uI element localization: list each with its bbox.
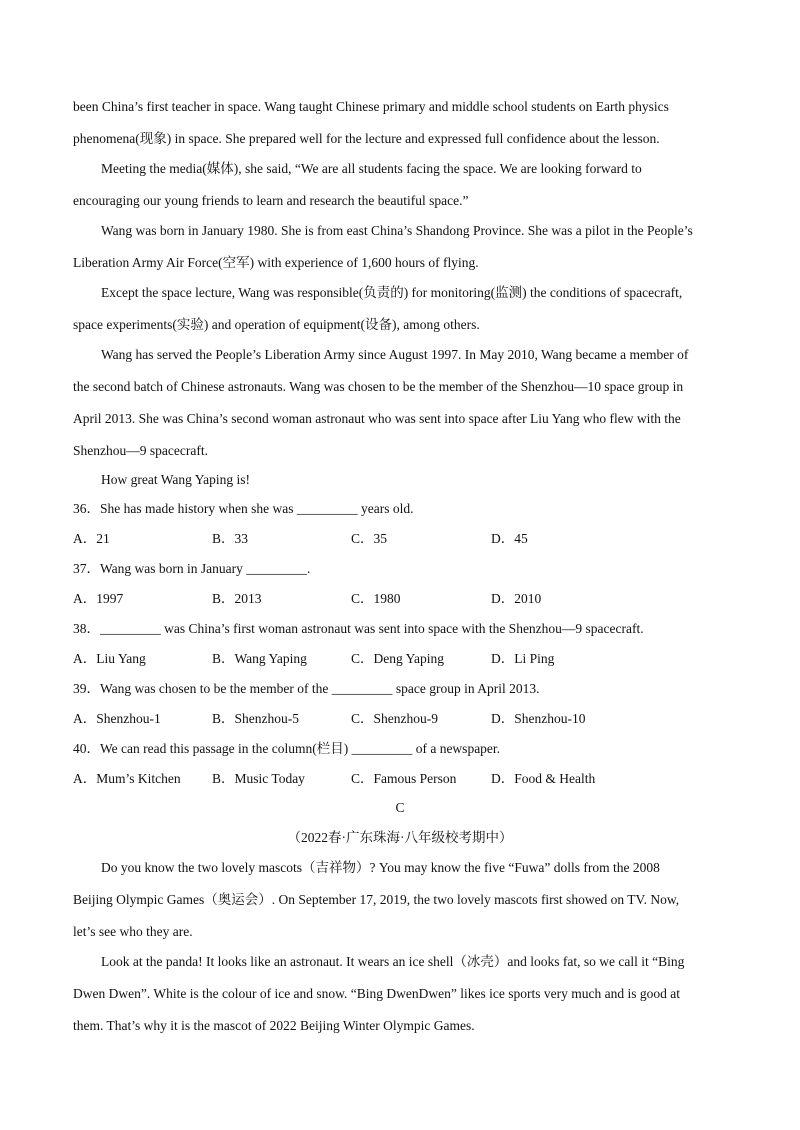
- passage-line: them. That’s why it is the mascot of 2022 Beijing Winter Olympic Games.: [73, 1018, 475, 1033]
- passage-line: the second batch of Chinese astronauts. Wang was chosen to be the member of the Shenzhou—10 space group in: [73, 379, 684, 394]
- answer-option: A．21: [73, 531, 110, 546]
- passage-line: Meeting the media(媒体), she said, “We are all students facing the space. We are looking forward to: [101, 161, 642, 176]
- question-stem: 36．She has made history when she was _________ years old.: [73, 501, 414, 516]
- answer-option: A．Shenzhou-1: [73, 711, 161, 726]
- answer-option: B．Music Today: [212, 771, 305, 786]
- passage-line: space experiments(实验) and operation of equipment(设备), among others.: [73, 317, 480, 332]
- answer-option: D．Shenzhou-10: [491, 711, 586, 726]
- answer-option: D．Food & Health: [491, 771, 596, 786]
- answer-option: C．1980: [351, 591, 401, 606]
- section-letter: C: [395, 800, 405, 815]
- passage-line: Liberation Army Air Force(空军) with experience of 1,600 hours of flying.: [73, 255, 479, 270]
- passage-line: How great Wang Yaping is!: [101, 472, 251, 487]
- answer-option: A．Liu Yang: [73, 651, 146, 666]
- passage-line: Dwen Dwen”. White is the colour of ice and snow. “Bing DwenDwen” likes ice sports very much and is good at: [73, 986, 680, 1001]
- question-stem: 38．_________ was China’s first woman astronaut was sent into space with the Shenzhou—9 spacecraft.: [73, 621, 644, 636]
- passage-line: phenomena(现象) in space. She prepared well for the lecture and expressed full confidence about the lesson.: [73, 131, 660, 146]
- answer-option: A．Mum’s Kitchen: [73, 771, 181, 786]
- question-stem: 40．We can read this passage in the column(栏目) _________ of a newspaper.: [73, 741, 501, 756]
- question-stem: 39．Wang was chosen to be the member of the _________ space group in April 2013.: [73, 681, 540, 696]
- passage-line: Except the space lecture, Wang was responsible(负责的) for monitoring(监测) the conditions of spacecraft,: [101, 285, 683, 300]
- passage-line: Beijing Olympic Games（奥运会）. On September 17, 2019, the two lovely mascots first showed on TV. Now,: [73, 892, 680, 907]
- passage-line: let’s see who they are.: [73, 924, 193, 939]
- answer-option: C．Shenzhou-9: [351, 711, 438, 726]
- answer-option: D．2010: [491, 591, 542, 606]
- answer-option: A．1997: [73, 591, 124, 606]
- answer-option: D．45: [491, 531, 528, 546]
- answer-option: C．Famous Person: [351, 771, 457, 786]
- passage-line: Wang was born in January 1980. She is from east China’s Shandong Province. She was a pilot in the People’s: [101, 223, 693, 238]
- answer-option: C．Deng Yaping: [351, 651, 445, 666]
- question-stem: 37．Wang was born in January _________.: [73, 561, 311, 576]
- answer-option: B．Wang Yaping: [212, 651, 307, 666]
- answer-option: B．2013: [212, 591, 262, 606]
- section-source: （2022春·广东珠海·八年级校考期中）: [287, 830, 513, 845]
- answer-option: B．33: [212, 531, 249, 546]
- answer-option: B．Shenzhou-5: [212, 711, 299, 726]
- passage-line: been China’s first teacher in space. Wang taught Chinese primary and middle school students on Earth physics: [73, 99, 669, 114]
- passage-line: Do you know the two lovely mascots（吉祥物）? You may know the five “Fuwa” dolls from the 2008: [101, 860, 660, 875]
- passage-line: Look at the panda! It looks like an astronaut. It wears an ice shell（冰壳）and looks fat, so we call it “Bing: [101, 954, 685, 969]
- passage-line: Wang has served the People’s Liberation Army since August 1997. In May 2010, Wang became a member of: [101, 347, 689, 362]
- passage-line: encouraging our young friends to learn and research the beautiful space.”: [73, 193, 469, 208]
- answer-option: C．35: [351, 531, 388, 546]
- answer-option: D．Li Ping: [491, 651, 555, 666]
- passage-line: Shenzhou—9 spacecraft.: [73, 443, 208, 458]
- passage-line: April 2013. She was China’s second woman astronaut who was sent into space after Liu Yang who flew with the: [73, 411, 681, 426]
